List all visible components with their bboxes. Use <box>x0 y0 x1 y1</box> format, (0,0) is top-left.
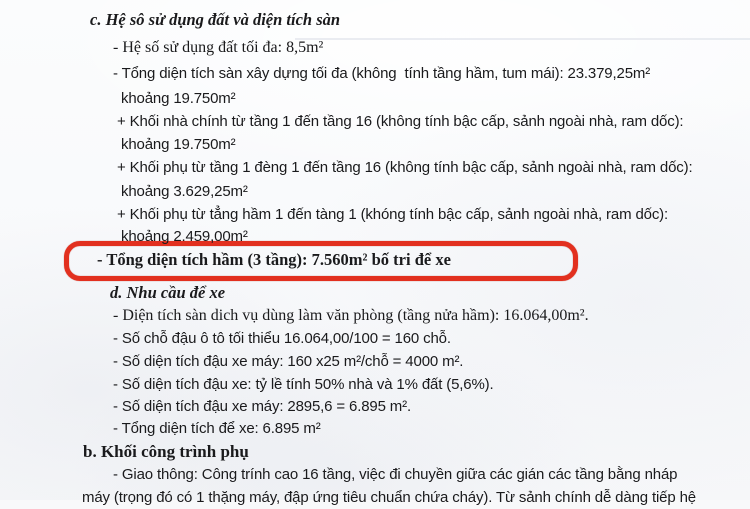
text-line-item-sans: - Tổng diện tích sàn xây dựng tối đa (không tính tầng hầm, tum mái): 23.379,25m² <box>113 65 651 82</box>
text-line-continuation: khoảng 2.459,00m² <box>121 228 248 245</box>
text-line-wrap-line: máy (trọng đó có 1 thặng máy, đập ứng tiêu chuẩn chứa cháy). Từ sảnh chính dễ dàng tiếp hệ <box>82 489 696 506</box>
text-line-item-sans: - Tổng diện tích để xe: 6.895 m² <box>113 420 321 437</box>
text-line-continuation: khoảng 3.629,25m² <box>121 183 248 200</box>
text-line-plus-item: + Khối phụ từ tầng 1 đèng 1 đến tầng 16 (không tính bậc cấp, sảnh ngoài nhà, ram dốc): <box>117 159 693 176</box>
text-line-plus-item: + Khối nhà chính từ tầng 1 đến tầng 16 (không tính bậc cấp, sảnh ngoài nhà, ram dốc): <box>117 113 684 130</box>
text-line-item-sans: - Số chỗ đậu ô tô tối thiểu 16.064,00/100 = 160 chỗ. <box>113 330 451 347</box>
text-line-item-sans: - Số diện tích đậu xe máy: 2895,6 = 6.895 m². <box>113 398 412 415</box>
text-line-section-header-d: d. Nhu cầu để xe <box>110 283 226 302</box>
text-line-continuation: khoảng 19.750m² <box>121 90 236 107</box>
text-line-section-header-b: b. Khối công trình phụ <box>83 442 249 461</box>
text-line-plus-item: + Khối phụ từ tẳng hầm 1 đến tàng 1 (khóng tính bậc cấp, sảnh ngoài nhà, ram dốc): <box>117 206 669 223</box>
text-line-item-sans: - Số diện tích đậu xe: tỷ lề tính 50% nhà và 1% đất (5,6%). <box>113 376 494 393</box>
highlighted-line: - Tổng diện tích hầm (3 tầng): 7.560m² bố tri để xe <box>97 250 451 269</box>
text-line-section-header-c: c. Hệ sô sử dụng đất và diện tích sàn <box>90 10 341 29</box>
text-line-item-serif: - Hệ số sử dụng đất tối đa: 8,5m² <box>113 39 324 56</box>
text-line-item-serif: - Diện tích sàn dich vụ dùng làm văn phòng (tầng nửa hầm): 16.064,00m². <box>113 307 589 324</box>
text-line-item-sans: - Giao thông: Công trính cao 16 tầng, việc đi chuyền giữa các gián các tầng bằng nháp <box>113 466 678 483</box>
text-line-item-sans: - Số diện tích đậu xe máy: 160 x25 m²/chỗ = 4000 m². <box>113 353 464 370</box>
text-line-continuation: khoảng 19.750m² <box>121 136 236 153</box>
